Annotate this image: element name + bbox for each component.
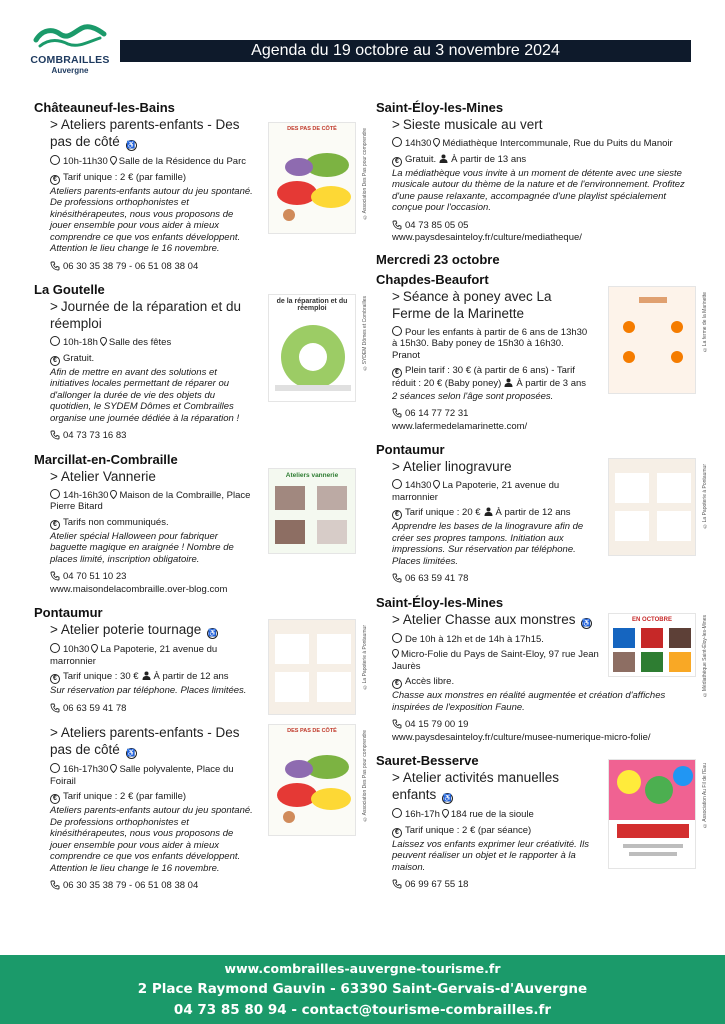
event-price: Tarif unique : 2 € (par séance) xyxy=(405,824,532,836)
clock-icon xyxy=(392,326,402,336)
euro-icon: € xyxy=(392,679,402,689)
event-title: > Atelier Chasse aux monstres ♿ xyxy=(392,611,592,627)
location-pin-icon xyxy=(110,156,117,165)
event-title: > Atelier activités manuelles enfants ♿ xyxy=(392,770,559,802)
event-price: Tarifs non communiqués. xyxy=(63,516,169,528)
event-time: 16h-17h30 xyxy=(63,764,109,775)
clock-icon xyxy=(50,643,60,653)
event-price: Accès libre. xyxy=(405,676,455,687)
footer-contact[interactable]: 04 73 85 80 94 - contact@tourisme-combrailles.fr xyxy=(173,1002,552,1018)
poster-image xyxy=(608,458,696,556)
poster-caption: de la réparation et du réemploi xyxy=(276,298,348,312)
clock-icon xyxy=(392,633,402,643)
photo-credit: ©Médiathèque Saint-Éloy-les-Mines xyxy=(702,614,708,697)
event-time: 14h30 xyxy=(405,480,432,491)
phone-icon xyxy=(50,703,60,713)
event-description: Ateliers parents-enfants autour du jeu spontané. De professions orthophonistes et kinésithérapeutes, nous vous proposons de jouer ensemble pour vous aider à mieux comprendre ce que vos enfants développent. Attention le lieu change le 16 novembre. xyxy=(50,185,253,254)
location-pin-icon xyxy=(91,644,98,653)
age-person-icon xyxy=(142,671,151,680)
event-title: > Journée de la réparation et du réemploi xyxy=(50,299,242,331)
event-time: 14h30 xyxy=(405,138,432,149)
phone-icon xyxy=(50,571,60,581)
location-pin-icon xyxy=(433,138,440,147)
event-phone: 04 70 51 10 23 xyxy=(63,571,127,582)
age-person-icon xyxy=(484,507,493,516)
event-title: > Ateliers parents-enfants - Des pas de côté ♿ xyxy=(50,725,240,757)
event-town: Chapdes-Beaufort xyxy=(376,271,489,287)
event-phone: 04 15 79 00 19 xyxy=(405,719,469,730)
event-title: > Atelier linogravure xyxy=(392,459,512,474)
euro-icon: € xyxy=(392,157,402,167)
poster-image xyxy=(268,294,356,402)
event-website[interactable]: www.maisondelacombraille.over-blog.com xyxy=(50,583,228,595)
event-description: Apprendre les bases de la linogravure afin de créer ses propres tampons. Initiation aux impressions. Sur réservation par téléphone. Places limitées. xyxy=(392,521,584,567)
location-pin-icon xyxy=(392,649,399,658)
event-time: 14h-16h30 xyxy=(63,489,109,501)
phone-icon xyxy=(50,261,60,271)
euro-icon: € xyxy=(50,520,60,530)
event-price: Gratuit. xyxy=(405,153,437,165)
footer-address: 2 Place Raymond Gauvin - 63390 Saint-Gervais-d'Auvergne xyxy=(137,981,588,997)
event-phone: 06 63 59 41 78 xyxy=(63,702,127,714)
event-place: Salle polyvalente, Place du Foirail xyxy=(50,764,234,787)
clock-icon xyxy=(392,479,402,489)
event-linogravure xyxy=(376,442,708,585)
location-pin-icon xyxy=(110,490,117,499)
euro-icon: € xyxy=(392,510,402,520)
clock-icon xyxy=(392,137,402,147)
event-pontaumur-poterie xyxy=(34,605,368,714)
event-phone: 06 99 67 55 18 xyxy=(405,879,469,890)
euro-icon: € xyxy=(50,674,60,684)
location-pin-icon xyxy=(433,480,440,489)
event-price: Tarif unique : 2 € (par famille) xyxy=(63,791,187,802)
event-title: > Séance à poney avec La Ferme de la Marinette xyxy=(392,288,552,321)
event-chasse-monstres xyxy=(376,594,708,744)
event-time: 10h30 xyxy=(63,644,90,655)
poster-caption: EN OCTOBRE xyxy=(632,616,672,623)
footer xyxy=(0,955,725,1024)
event-place: Salle de la Résidence du Parc xyxy=(118,156,247,167)
event-title-text: Atelier Chasse aux monstres xyxy=(402,611,576,627)
event-title: > Sieste musicale au vert xyxy=(392,117,543,132)
accessibility-icon: ♿ xyxy=(582,619,592,627)
clock-icon xyxy=(392,808,402,818)
event-time: 10h-18h xyxy=(63,337,98,348)
event-time: 10h-11h30 xyxy=(63,156,108,167)
event-description: Afin de mettre en avant des solutions et initiatives locales permettant de réparer ou d'allonger la durée de vie des objets du quotidien, le SYDEM Dômes et Combrailles organise une journée dédiée à la réparation ! xyxy=(50,366,240,424)
photo-credit: ©Association Au Fil de l'Eau xyxy=(702,763,708,828)
event-phone: 06 30 35 38 79 - 06 51 08 38 04 xyxy=(63,260,199,272)
event-title-text: Journée de la réparation et du réemploi xyxy=(50,299,242,331)
event-activites-manuelles xyxy=(376,753,708,891)
event-description: Ateliers parents-enfants autour du jeu spontané. De professions orthophonistes et kinésithérapeutes, nous vous proposons de jouer ensemble pour vous aider à mieux comprendre ce que vos enfants développent. Attention le lieu change le 16 novembre. xyxy=(50,805,253,874)
event-place: 184 rue de la sioule xyxy=(450,809,534,820)
event-place: Médiathèque Intercommunale, Rue du Puits du Manoir xyxy=(442,138,673,149)
event-title-text: Ateliers parents-enfants - Des pas de côté xyxy=(50,117,240,149)
event-price: Tarif unique : 2 € (par famille) xyxy=(63,171,187,183)
footer-website[interactable]: www.combrailles-auvergne-tourisme.fr xyxy=(224,961,501,976)
accessibility-icon: ♿ xyxy=(208,630,217,637)
event-title-text: Atelier activités manuelles enfants xyxy=(392,770,559,802)
date-heading: Mercredi 23 octobre xyxy=(376,251,500,267)
euro-icon: € xyxy=(50,794,60,804)
event-la-goutelle xyxy=(34,282,368,442)
event-description: La médiathèque vous invite à un moment de détente avec une sieste musicale autour du thème de la nature et de l'environnement. Profitez d'une pause relaxante, accompagnée d'une playlist spécialement conçue pour l'occasion. xyxy=(392,167,685,213)
combrailles-logo xyxy=(30,22,110,76)
clock-icon xyxy=(50,336,60,346)
event-description: Laissez vos enfants exprimer leur créativité. Ils peuvent réaliser un objet et le rapporter à la maison. xyxy=(392,838,589,873)
photo-credit: ©La ferme de la Marinette xyxy=(702,291,708,352)
event-title-text: Ateliers parents-enfants - Des pas de côté xyxy=(50,725,240,757)
accessibility-icon: ♿ xyxy=(126,750,136,757)
event-place: Micro-Folie du Pays de Saint-Eloy, 97 rue Jean Jaurès xyxy=(392,649,599,672)
euro-icon: € xyxy=(392,368,402,378)
event-place: La Papoterie, 21 avenue du marronnier xyxy=(392,480,560,503)
event-poney xyxy=(376,271,708,433)
event-place: Salle des fêtes xyxy=(108,337,172,348)
event-phone: 04 73 73 16 83 xyxy=(63,430,127,441)
event-town: Saint-Éloy-les-Mines xyxy=(376,100,504,115)
event-description: Sur réservation par téléphone. Places limitées. xyxy=(50,685,247,696)
event-website[interactable]: www.paysdesainteloy.fr/culture/musee-numerique-micro-folie/ xyxy=(392,731,651,743)
age-person-icon xyxy=(504,378,513,387)
event-chateauneuf xyxy=(34,100,368,272)
accessibility-icon: ♿ xyxy=(126,142,136,149)
event-town: Saint-Éloy-les-Mines xyxy=(376,594,504,610)
event-description: Atelier spécial Halloween pour fabriquer baguette magique en araignée ! Nombre de places limité, inscription obligatoire. xyxy=(50,530,234,565)
event-town: Pontaumur xyxy=(34,605,103,620)
event-sieste-musicale xyxy=(376,100,696,244)
event-price: Plein tarif : 30 € (à partir de 6 ans) - Tarif réduit : 20 € (Baby poney) xyxy=(392,365,575,389)
right-column xyxy=(376,100,708,891)
agenda-title: Agenda du 19 octobre au 3 novembre 2024 xyxy=(120,40,691,62)
phone-icon xyxy=(50,430,60,440)
poster-image: DES PAS DE CÔTÉ xyxy=(268,122,356,234)
event-age: À partir de 12 ans xyxy=(495,507,571,518)
event-age: À partir de 13 ans xyxy=(451,153,527,165)
photo-credit: ©Association Des Pas pour comprendre xyxy=(362,128,368,220)
poster-image xyxy=(608,613,696,677)
event-title-text: Atelier poterie tournage xyxy=(60,622,202,637)
event-title: > Atelier Vannerie xyxy=(50,468,156,484)
event-age: À partir de 3 ans xyxy=(516,378,587,389)
phone-icon xyxy=(392,879,402,889)
logo-name: COMBRAILLES xyxy=(30,54,110,66)
phone-icon xyxy=(392,220,402,230)
event-time: Pour les enfants à partir de 6 ans de 13h30 à 15h30. Baby poney de 15h30 à 16h30. Pranot xyxy=(392,326,588,361)
event-title-text: Séance à poney avec La Ferme de la Marinette xyxy=(392,288,552,321)
euro-icon: € xyxy=(50,356,60,366)
event-title-text: Sieste musicale au vert xyxy=(402,117,543,132)
clock-icon xyxy=(50,489,60,499)
poster-image: DES PAS DE CÔTÉ xyxy=(268,724,356,836)
photo-credit: ©SYDEM Dômes et Combrailles xyxy=(362,296,368,371)
accessibility-icon: ♿ xyxy=(443,795,452,802)
poster-image xyxy=(608,759,696,869)
event-description: Chasse aux monstres en réalité augmentée et création d'affiches inspirées de l'exposition Faune. xyxy=(392,690,666,713)
location-pin-icon xyxy=(110,764,117,773)
euro-icon: € xyxy=(50,175,60,185)
event-price: Gratuit. xyxy=(63,352,95,364)
event-place: Maison de la Combraille, Place Pierre Bitard xyxy=(50,489,251,512)
event-phone: 06 30 35 38 79 - 06 51 08 38 04 xyxy=(63,880,199,891)
event-title: > Ateliers parents-enfants - Des pas de côté ♿ xyxy=(50,117,240,149)
event-town: La Goutelle xyxy=(34,282,105,297)
logo-wave-icon xyxy=(30,22,110,52)
event-town: Marcillat-en-Combraille xyxy=(34,451,178,467)
event-town: Pontaumur xyxy=(376,442,445,457)
event-phone: 04 73 85 05 05 xyxy=(405,219,469,231)
event-price: Tarif unique : 20 € xyxy=(405,507,481,518)
event-phone: 06 14 77 72 31 xyxy=(405,408,469,419)
clock-icon xyxy=(50,763,60,773)
location-pin-icon xyxy=(442,809,449,818)
logo-sub: Auvergne xyxy=(51,66,89,75)
poster-image xyxy=(268,468,356,554)
clock-icon xyxy=(50,155,60,165)
phone-icon xyxy=(392,719,402,729)
euro-icon: € xyxy=(392,828,402,838)
event-price: Tarif unique : 30 € xyxy=(63,671,139,682)
event-parents-enfants-2 xyxy=(34,724,368,892)
event-town: Sauret-Besserve xyxy=(376,753,479,768)
phone-icon xyxy=(50,880,60,890)
event-time: 16h-17h xyxy=(405,809,440,820)
event-place: La Papoterie, 21 avenue du marronnier xyxy=(50,644,218,667)
event-title-text: Atelier Vannerie xyxy=(60,468,156,484)
event-town: Châteauneuf-les-Bains xyxy=(34,100,175,115)
event-title-text: Atelier linogravure xyxy=(402,459,512,474)
left-column xyxy=(34,100,368,892)
phone-icon xyxy=(392,408,402,418)
poster-image xyxy=(268,619,356,715)
photo-credit: ©La Papoterie à Pontaumur xyxy=(362,625,368,690)
poster-caption: Ateliers vannerie xyxy=(285,471,339,479)
event-phone: 06 63 59 41 78 xyxy=(405,573,469,584)
event-marcillat xyxy=(34,452,356,596)
phone-icon xyxy=(392,573,402,583)
event-age: À partir de 12 ans xyxy=(153,671,229,682)
age-person-icon xyxy=(439,154,448,163)
photo-credit: ©Association Des Pas pour comprendre xyxy=(362,730,368,822)
photo-credit: ©La Papoterie à Pontaumur xyxy=(702,464,708,529)
event-website[interactable]: www.lafermedelamarinette.com/ xyxy=(392,420,528,432)
event-time: De 10h à 12h et de 14h à 17h15. xyxy=(405,633,544,645)
event-website[interactable]: www.paysdesainteloy.fr/culture/mediatheque/ xyxy=(392,232,582,243)
event-title: > Atelier poterie tournage ♿ xyxy=(50,622,217,637)
event-description: 2 séances selon l'âge sont proposées. xyxy=(392,390,554,402)
location-pin-icon xyxy=(100,337,107,346)
poster-image xyxy=(608,286,696,394)
